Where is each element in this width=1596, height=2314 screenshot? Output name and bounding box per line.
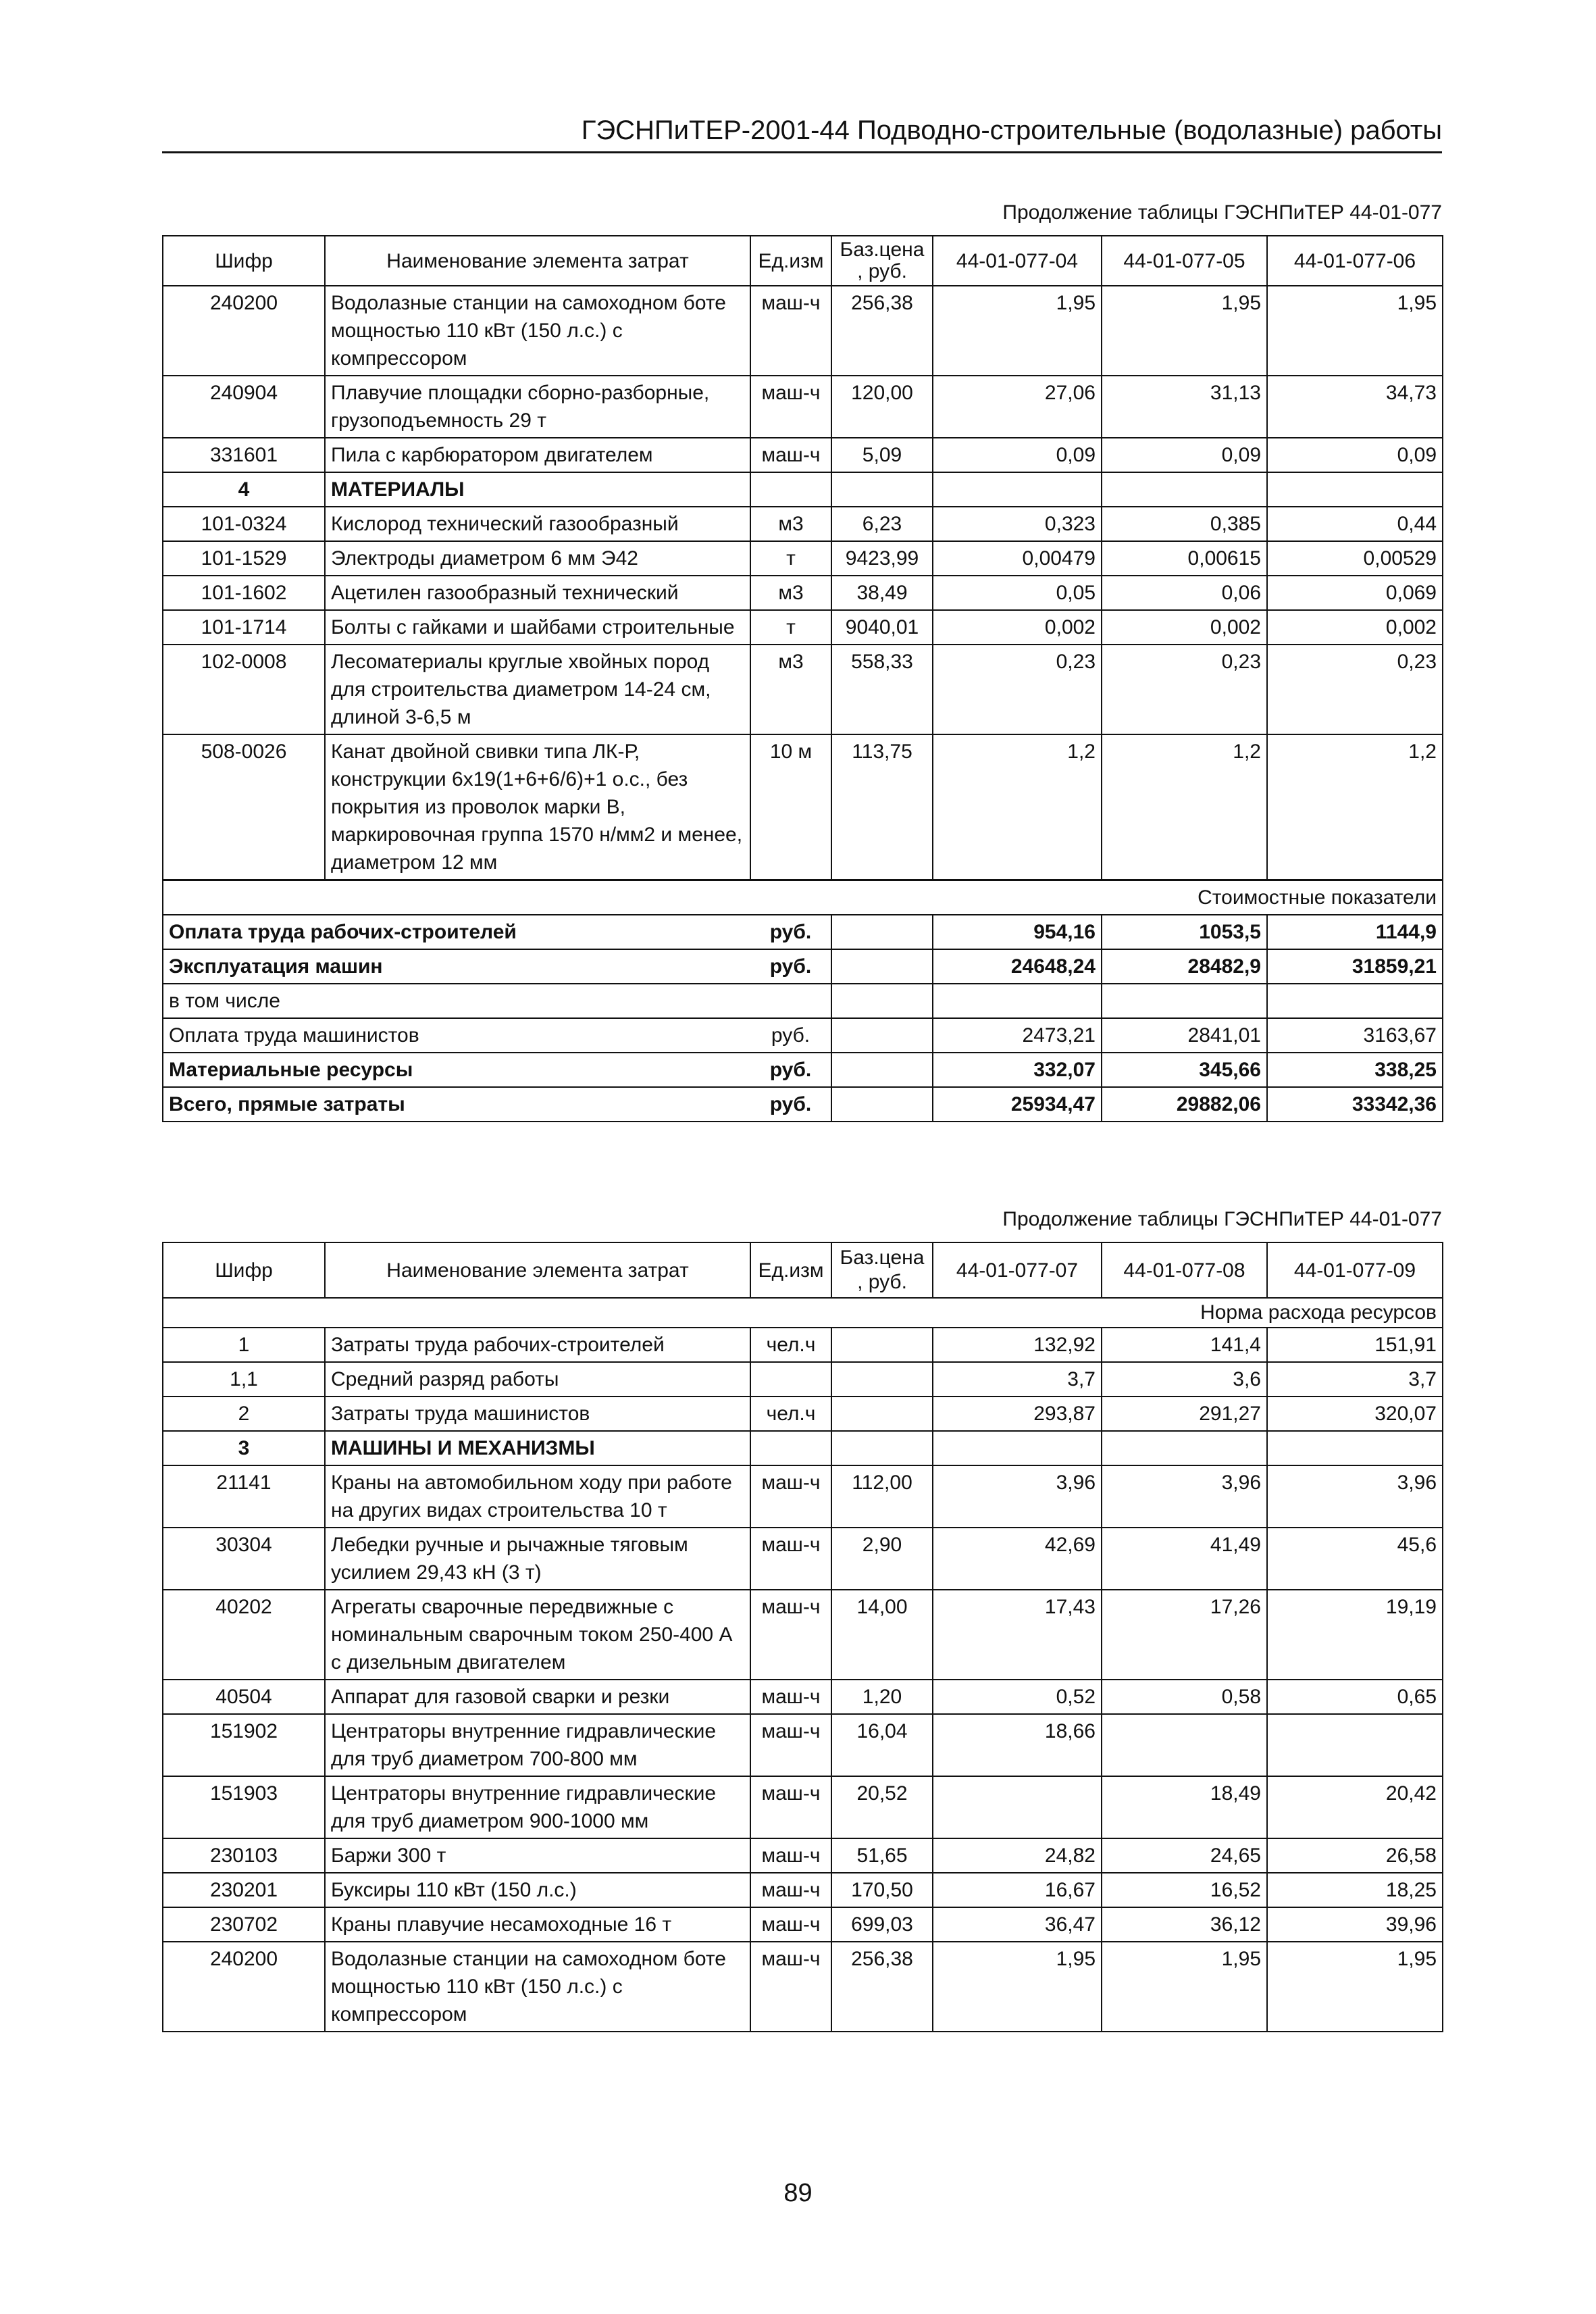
norm-value-1 <box>933 1431 1102 1465</box>
summary-value-2: 29882,06 <box>1102 1087 1267 1122</box>
resource-row <box>163 541 1443 576</box>
resource-code: 240200 <box>163 1942 325 2032</box>
resource-price: 113,75 <box>831 734 933 880</box>
resource-name: Затраты труда рабочих-строителей <box>325 1328 750 1362</box>
resource-row <box>163 1362 1443 1397</box>
resource-price <box>831 1397 933 1431</box>
summary-value-2: 28482,9 <box>1102 949 1267 984</box>
resource-name: Затраты труда машинистов <box>325 1397 750 1431</box>
resource-price <box>831 1328 933 1362</box>
table1-caption: Продолжение таблицы ГЭСНПиТЕР 44-01-077 <box>1002 201 1442 224</box>
resource-price: 38,49 <box>831 576 933 610</box>
resource-name: Аппарат для газовой сварки и резки <box>325 1680 750 1714</box>
resource-code: 331601 <box>163 438 325 472</box>
resource-unit: маш-ч <box>750 1838 831 1873</box>
summary-label: в том числе <box>163 984 750 1018</box>
norm-value-1: 0,52 <box>933 1680 1102 1714</box>
norm-value-3: 320,07 <box>1267 1397 1443 1431</box>
resource-unit: маш-ч <box>750 286 831 376</box>
resource-price: 20,52 <box>831 1776 933 1838</box>
resource-unit: маш-ч <box>750 1714 831 1776</box>
section-row <box>163 1431 1443 1465</box>
norm-value-2: 17,26 <box>1102 1590 1267 1680</box>
resource-name: Кислород технический газообразный <box>325 507 750 541</box>
resource-unit: маш-ч <box>750 1465 831 1528</box>
norm-value-3: 0,65 <box>1267 1680 1443 1714</box>
summary-value-2: 345,66 <box>1102 1053 1267 1087</box>
norm-value-1: 3,7 <box>933 1362 1102 1397</box>
resource-price: 558,33 <box>831 645 933 734</box>
norm-value-2: 3,96 <box>1102 1465 1267 1528</box>
norm-value-3: 0,00529 <box>1267 541 1443 576</box>
resource-unit: м3 <box>750 507 831 541</box>
resource-price: 699,03 <box>831 1907 933 1942</box>
summary-empty-price <box>831 1018 933 1053</box>
resource-code: 4 <box>163 472 325 507</box>
norm-value-3: 0,44 <box>1267 507 1443 541</box>
summary-label: Эксплуатация машин <box>163 949 750 984</box>
norm-value-3 <box>1267 1714 1443 1776</box>
summary-empty-price <box>831 915 933 949</box>
resource-code: 1 <box>163 1328 325 1362</box>
resource-row <box>163 1873 1443 1907</box>
summary-row <box>163 949 1443 984</box>
resource-unit: м3 <box>750 645 831 734</box>
resource-row <box>163 1328 1443 1362</box>
norm-value-2: 31,13 <box>1102 376 1267 438</box>
summary-value-3: 3163,67 <box>1267 1018 1443 1053</box>
col-header-unit: Ед.изм <box>750 236 831 286</box>
resource-name: Центраторы внутренние гидравлические для труб диаметром 700-800 мм <box>325 1714 750 1776</box>
resource-price: 16,04 <box>831 1714 933 1776</box>
norm-value-3: 39,96 <box>1267 1907 1443 1942</box>
resource-code: 101-0324 <box>163 507 325 541</box>
resource-name: Плавучие площадки сборно-разборные, грузоподъемность 29 т <box>325 376 750 438</box>
norm-value-1: 293,87 <box>933 1397 1102 1431</box>
resource-row <box>163 376 1443 438</box>
table2 <box>162 1242 1443 2032</box>
norm-value-3: 0,23 <box>1267 645 1443 734</box>
norm-value-3: 19,19 <box>1267 1590 1443 1680</box>
summary-label: Материальные ресурсы <box>163 1053 750 1087</box>
resource-code: 240200 <box>163 286 325 376</box>
col-header-unit: Ед.изм <box>750 1242 831 1298</box>
resource-price: 9040,01 <box>831 610 933 645</box>
resource-price <box>831 472 933 507</box>
resource-code: 2 <box>163 1397 325 1431</box>
norm-value-2: 1,2 <box>1102 734 1267 880</box>
summary-value-1: 25934,47 <box>933 1087 1102 1122</box>
norm-value-2: 0,002 <box>1102 610 1267 645</box>
norm-value-2: 0,09 <box>1102 438 1267 472</box>
resource-row <box>163 1942 1443 2032</box>
resource-price <box>831 1431 933 1465</box>
norm-value-2: 1,95 <box>1102 286 1267 376</box>
resource-price: 170,50 <box>831 1873 933 1907</box>
resource-row <box>163 1465 1443 1528</box>
resource-row <box>163 1714 1443 1776</box>
resource-code: 40202 <box>163 1590 325 1680</box>
norm-value-1: 17,43 <box>933 1590 1102 1680</box>
norm-value-3: 0,09 <box>1267 438 1443 472</box>
norm-value-1: 36,47 <box>933 1907 1102 1942</box>
resource-code: 102-0008 <box>163 645 325 734</box>
col-header-price: Баз.цена, руб. <box>831 236 933 286</box>
norm-value-2: 41,49 <box>1102 1528 1267 1590</box>
resource-code: 101-1602 <box>163 576 325 610</box>
norm-value-1: 27,06 <box>933 376 1102 438</box>
col-header-norm-2: 44-01-077-08 <box>1102 1242 1267 1298</box>
resource-row <box>163 576 1443 610</box>
col-header-name: Наименование элемента затрат <box>325 1242 750 1298</box>
resource-row <box>163 1838 1443 1873</box>
table2-header-row <box>163 1242 1443 1298</box>
resource-code: 508-0026 <box>163 734 325 880</box>
resource-unit: маш-ч <box>750 1942 831 2032</box>
table1 <box>162 235 1443 1122</box>
col-header-code: Шифр <box>163 236 325 286</box>
summary-value-3 <box>1267 984 1443 1018</box>
norm-value-2: 1,95 <box>1102 1942 1267 2032</box>
resource-name: Водолазные станции на самоходном боте мощностью 110 кВт (150 л.с.) с компрессором <box>325 1942 750 2032</box>
document-title: ГЭСНПиТЕР-2001-44 Подводно-строительные (водолазные) работы <box>581 116 1442 145</box>
summary-unit: руб. <box>750 949 831 984</box>
resource-name: Краны на автомобильном ходу при работе на других видах строительства 10 т <box>325 1465 750 1528</box>
resource-price: 256,38 <box>831 286 933 376</box>
norm-value-2: 291,27 <box>1102 1397 1267 1431</box>
summary-unit: руб. <box>750 1018 831 1053</box>
resource-row <box>163 734 1443 880</box>
resource-row <box>163 1776 1443 1838</box>
norm-value-1 <box>933 1776 1102 1838</box>
resource-price: 256,38 <box>831 1942 933 2032</box>
resource-unit: маш-ч <box>750 1776 831 1838</box>
summary-value-1: 2473,21 <box>933 1018 1102 1053</box>
resource-price: 51,65 <box>831 1838 933 1873</box>
norm-value-2: 18,49 <box>1102 1776 1267 1838</box>
norm-value-1: 132,92 <box>933 1328 1102 1362</box>
resource-row <box>163 1680 1443 1714</box>
resource-name: Пила с карбюратором двигателем <box>325 438 750 472</box>
summary-row <box>163 1087 1443 1122</box>
resource-name: Лесоматериалы круглые хвойных пород для строительства диаметром 14-24 см, длиной 3-6,5 м <box>325 645 750 734</box>
resource-unit: 10 м <box>750 734 831 880</box>
resource-price: 1,20 <box>831 1680 933 1714</box>
norm-value-2 <box>1102 1714 1267 1776</box>
norm-value-3: 3,96 <box>1267 1465 1443 1528</box>
norm-value-2: 0,58 <box>1102 1680 1267 1714</box>
resource-code: 3 <box>163 1431 325 1465</box>
resource-unit: маш-ч <box>750 1590 831 1680</box>
resource-name: Канат двойной свивки типа ЛК-Р, конструкции 6х19(1+6+6/6)+1 о.с., без покрытия из проволок марки В, маркировочная группа 1570 н/мм2 и менее, диаметром 12 мм <box>325 734 750 880</box>
resource-name: МАТЕРИАЛЫ <box>325 472 750 507</box>
resource-unit: маш-ч <box>750 438 831 472</box>
resource-unit: т <box>750 541 831 576</box>
resource-price: 2,90 <box>831 1528 933 1590</box>
resource-name: МАШИНЫ И МЕХАНИЗМЫ <box>325 1431 750 1465</box>
resource-code: 21141 <box>163 1465 325 1528</box>
summary-empty-price <box>831 949 933 984</box>
summary-value-3: 1144,9 <box>1267 915 1443 949</box>
table1-header-row <box>163 236 1443 286</box>
norm-value-1 <box>933 472 1102 507</box>
norm-value-1: 3,96 <box>933 1465 1102 1528</box>
norm-value-3 <box>1267 1431 1443 1465</box>
resource-name: Болты с гайками и шайбами строительные <box>325 610 750 645</box>
resource-unit: чел.ч <box>750 1397 831 1431</box>
resource-code: 30304 <box>163 1528 325 1590</box>
resource-price: 14,00 <box>831 1590 933 1680</box>
norm-value-1: 0,00479 <box>933 541 1102 576</box>
norm-value-3: 3,7 <box>1267 1362 1443 1397</box>
page-header <box>162 114 1442 153</box>
summary-value-1: 24648,24 <box>933 949 1102 984</box>
resource-price: 112,00 <box>831 1465 933 1528</box>
summary-empty-price <box>831 1053 933 1087</box>
col-header-code: Шифр <box>163 1242 325 1298</box>
norm-value-1: 42,69 <box>933 1528 1102 1590</box>
summary-value-2: 2841,01 <box>1102 1018 1267 1053</box>
resource-price: 120,00 <box>831 376 933 438</box>
resource-price: 6,23 <box>831 507 933 541</box>
summary-empty-price <box>831 984 933 1018</box>
norm-value-3: 1,2 <box>1267 734 1443 880</box>
norm-value-3: 1,95 <box>1267 1942 1443 2032</box>
norm-value-3: 151,91 <box>1267 1328 1443 1362</box>
col-header-name: Наименование элемента затрат <box>325 236 750 286</box>
resource-code: 40504 <box>163 1680 325 1714</box>
summary-row <box>163 984 1443 1018</box>
resource-row <box>163 507 1443 541</box>
col-header-norm-2: 44-01-077-05 <box>1102 236 1267 286</box>
resource-code: 101-1714 <box>163 610 325 645</box>
norm-value-1: 0,002 <box>933 610 1102 645</box>
norm-value-2: 0,385 <box>1102 507 1267 541</box>
summary-unit: руб. <box>750 1087 831 1122</box>
summary-value-3: 31859,21 <box>1267 949 1443 984</box>
summary-row <box>163 915 1443 949</box>
resource-price: 9423,99 <box>831 541 933 576</box>
resource-unit: т <box>750 610 831 645</box>
table2-caption: Продолжение таблицы ГЭСНПиТЕР 44-01-077 <box>1002 1208 1442 1230</box>
norm-value-3 <box>1267 472 1443 507</box>
norm-value-2 <box>1102 1431 1267 1465</box>
page-number: 89 <box>783 2179 813 2207</box>
norm-value-1: 0,09 <box>933 438 1102 472</box>
resource-name: Краны плавучие несамоходные 16 т <box>325 1907 750 1942</box>
norm-value-1: 1,2 <box>933 734 1102 880</box>
norm-value-3: 0,069 <box>1267 576 1443 610</box>
norm-value-3: 20,42 <box>1267 1776 1443 1838</box>
norm-label-row <box>163 1298 1443 1328</box>
norm-value-3: 0,002 <box>1267 610 1443 645</box>
norm-value-2: 141,4 <box>1102 1328 1267 1362</box>
resource-name: Центраторы внутренние гидравлические для труб диаметром 900-1000 мм <box>325 1776 750 1838</box>
resource-row <box>163 1528 1443 1590</box>
resource-unit: маш-ч <box>750 1873 831 1907</box>
resource-code: 151902 <box>163 1714 325 1776</box>
resource-row <box>163 645 1443 734</box>
resource-unit <box>750 472 831 507</box>
summary-row <box>163 1018 1443 1053</box>
col-header-norm-3: 44-01-077-09 <box>1267 1242 1443 1298</box>
norm-value-1: 0,05 <box>933 576 1102 610</box>
resource-code: 101-1529 <box>163 541 325 576</box>
summary-value-2 <box>1102 984 1267 1018</box>
resource-row <box>163 1907 1443 1942</box>
resource-row <box>163 286 1443 376</box>
norm-value-1: 0,323 <box>933 507 1102 541</box>
resource-unit: маш-ч <box>750 1907 831 1942</box>
norm-value-3: 45,6 <box>1267 1528 1443 1590</box>
norm-value-2: 36,12 <box>1102 1907 1267 1942</box>
summary-unit: руб. <box>750 915 831 949</box>
norm-value-1: 0,23 <box>933 645 1102 734</box>
norm-label: Норма расхода ресурсов <box>163 1298 1443 1328</box>
summary-unit <box>750 984 831 1018</box>
resource-name: Электроды диаметром 6 мм Э42 <box>325 541 750 576</box>
section-row <box>163 472 1443 507</box>
summary-empty-price <box>831 1087 933 1122</box>
summary-row <box>163 1053 1443 1087</box>
col-header-norm-1: 44-01-077-04 <box>933 236 1102 286</box>
norm-value-3: 1,95 <box>1267 286 1443 376</box>
summary-value-3: 33342,36 <box>1267 1087 1443 1122</box>
resource-name: Баржи 300 т <box>325 1838 750 1873</box>
norm-value-1: 1,95 <box>933 1942 1102 2032</box>
summary-value-2: 1053,5 <box>1102 915 1267 949</box>
norm-value-2: 24,65 <box>1102 1838 1267 1873</box>
summary-label: Оплата труда машинистов <box>163 1018 750 1053</box>
summary-value-1: 332,07 <box>933 1053 1102 1087</box>
norm-value-2 <box>1102 472 1267 507</box>
resource-code: 151903 <box>163 1776 325 1838</box>
resource-unit: маш-ч <box>750 1528 831 1590</box>
norm-value-1: 24,82 <box>933 1838 1102 1873</box>
norm-value-3: 26,58 <box>1267 1838 1443 1873</box>
resource-code: 230702 <box>163 1907 325 1942</box>
summary-unit: руб. <box>750 1053 831 1087</box>
summary-value-3: 338,25 <box>1267 1053 1443 1087</box>
resource-unit <box>750 1431 831 1465</box>
cost-label: Стоимостные показатели <box>163 880 1443 915</box>
summary-value-1 <box>933 984 1102 1018</box>
resource-price: 5,09 <box>831 438 933 472</box>
summary-label: Всего, прямые затраты <box>163 1087 750 1122</box>
summary-value-1: 954,16 <box>933 915 1102 949</box>
col-header-norm-3: 44-01-077-06 <box>1267 236 1443 286</box>
resource-unit: м3 <box>750 576 831 610</box>
resource-name: Лебедки ручные и рычажные тяговым усилием 29,43 кН (3 т) <box>325 1528 750 1590</box>
resource-code: 230201 <box>163 1873 325 1907</box>
resource-unit: маш-ч <box>750 1680 831 1714</box>
norm-value-2: 0,00615 <box>1102 541 1267 576</box>
resource-name: Водолазные станции на самоходном боте мощностью 110 кВт (150 л.с.) с компрессором <box>325 286 750 376</box>
col-header-price: Баз.цена, руб. <box>831 1242 933 1298</box>
norm-value-2: 3,6 <box>1102 1362 1267 1397</box>
resource-price <box>831 1362 933 1397</box>
norm-value-3: 34,73 <box>1267 376 1443 438</box>
norm-value-1: 1,95 <box>933 286 1102 376</box>
resource-name: Буксиры 110 кВт (150 л.с.) <box>325 1873 750 1907</box>
resource-name: Агрегаты сварочные передвижные с номинальным сварочным током 250-400 А с дизельным двигателем <box>325 1590 750 1680</box>
resource-name: Средний разряд работы <box>325 1362 750 1397</box>
resource-unit <box>750 1362 831 1397</box>
resource-row <box>163 1590 1443 1680</box>
resource-code: 230103 <box>163 1838 325 1873</box>
norm-value-1: 16,67 <box>933 1873 1102 1907</box>
norm-value-2: 16,52 <box>1102 1873 1267 1907</box>
norm-value-3: 18,25 <box>1267 1873 1443 1907</box>
resource-code: 240904 <box>163 376 325 438</box>
resource-unit: маш-ч <box>750 376 831 438</box>
resource-row <box>163 438 1443 472</box>
resource-row <box>163 1397 1443 1431</box>
resource-row <box>163 610 1443 645</box>
resource-unit: чел.ч <box>750 1328 831 1362</box>
norm-value-1: 18,66 <box>933 1714 1102 1776</box>
resource-name: Ацетилен газообразный технический <box>325 576 750 610</box>
norm-value-2: 0,23 <box>1102 645 1267 734</box>
cost-label-row <box>163 880 1443 915</box>
summary-label: Оплата труда рабочих-строителей <box>163 915 750 949</box>
resource-code: 1,1 <box>163 1362 325 1397</box>
col-header-norm-1: 44-01-077-07 <box>933 1242 1102 1298</box>
norm-value-2: 0,06 <box>1102 576 1267 610</box>
